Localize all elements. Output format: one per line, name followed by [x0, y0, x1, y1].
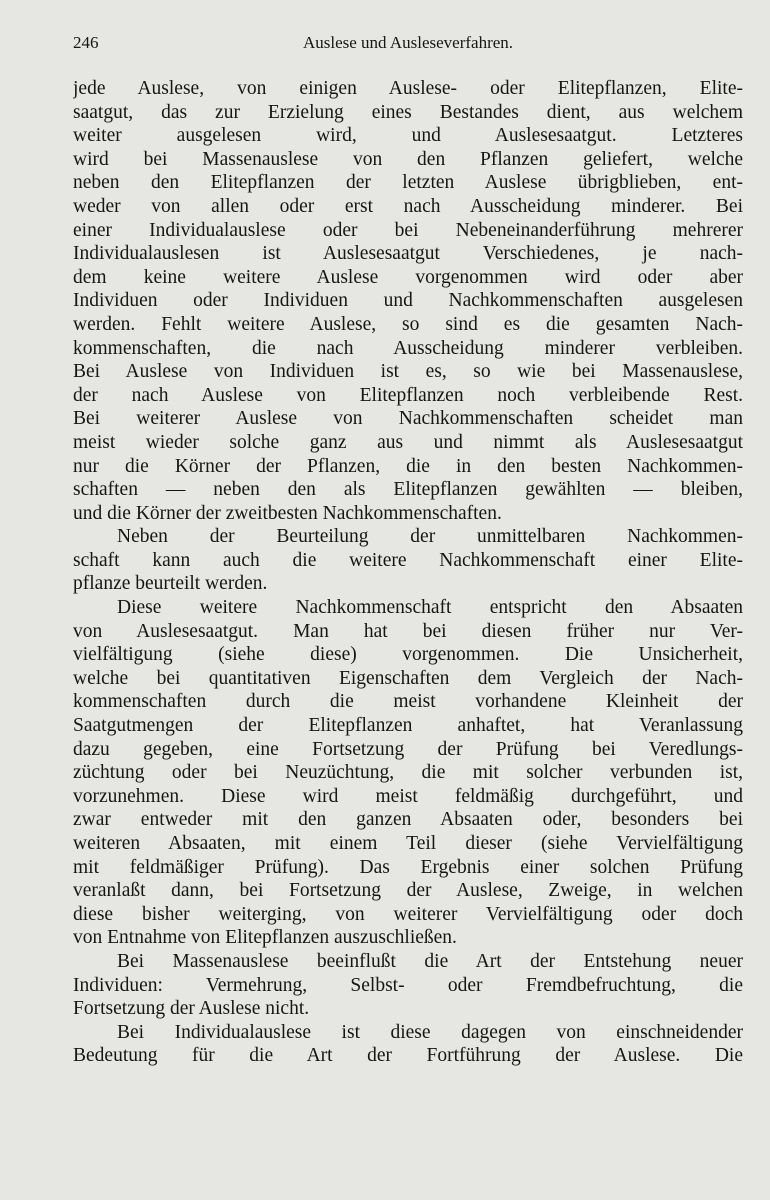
- text-line: einer Individualauslese oder bei Nebeneinanderführung mehrerer: [73, 219, 743, 241]
- text-line: wird bei Massenauslese von den Pflanzen geliefert, welche: [73, 148, 743, 170]
- text-line: weiter ausgelesen wird, und Auslesesaatgut. Letzteres: [73, 125, 743, 147]
- text-line: dem keine weitere Auslese vorgenommen wird oder aber: [73, 266, 743, 288]
- text-line: kommenschaften, die nach Ausscheidung minderer verbleiben.: [73, 337, 743, 359]
- text-line: züchtung oder bei Neuzüchtung, die mit solcher verbunden ist,: [73, 762, 743, 784]
- text-line: und die Körner der zweitbesten Nachkommenschaften.: [73, 502, 502, 524]
- text-line: schaften — neben den als Elitepflanzen gewählten — bleiben,: [73, 479, 743, 501]
- text-line: jede Auslese, von einigen Auslese- oder Elitepflanzen, Elite-: [73, 78, 743, 99]
- text-line: Bedeutung für die Art der Fortführung der Auslese. Die: [73, 1045, 743, 1067]
- body-text: [73, 77, 743, 1068]
- text-line: neben den Elitepflanzen der letzten Auslese übrigblieben, ent-: [73, 172, 743, 194]
- text-line: Individualauslesen ist Auslesesaatgut Verschiedenes, je nach-: [73, 243, 743, 265]
- text-line: diese bisher weiterging, von weiterer Vervielfältigung oder doch: [73, 903, 743, 925]
- text-line: kommenschaften durch die meist vorhandene Kleinheit der: [73, 691, 743, 713]
- text-line: Bei weiterer Auslese von Nachkommenschaften scheidet man: [73, 408, 743, 430]
- text-line: von Entnahme von Elitepflanzen auszuschließen.: [73, 927, 457, 949]
- page-number: 246: [73, 33, 99, 52]
- text-line: Fortsetzung der Auslese nicht.: [73, 998, 310, 1020]
- text-line: Bei Massenauslese beeinflußt die Art der Entstehung neuer: [117, 950, 743, 972]
- text-line: mit feldmäßiger Prüfung). Das Ergebnis einer solchen Prüfung: [73, 856, 743, 878]
- text-line: der nach Auslese von Elitepflanzen noch verbleibende Rest.: [73, 384, 743, 406]
- text-line: Individuen oder Individuen und Nachkommenschaften ausgelesen: [73, 290, 743, 312]
- text-line: nur die Körner der Pflanzen, die in den besten Nachkommen-: [73, 455, 743, 477]
- text-line: meist wieder solche ganz aus und nimmt als Auslesesaatgut: [73, 431, 743, 453]
- text-line: von Auslesesaatgut. Man hat bei diesen früher nur Ver-: [73, 620, 743, 642]
- text-line: vorzunehmen. Diese wird meist feldmäßig durchgeführt, und: [73, 785, 743, 807]
- text-line: Neben der Beurteilung der unmittelbaren Nachkommen-: [117, 526, 743, 548]
- text-line: Diese weitere Nachkommenschaft entspricht den Absaaten: [117, 597, 743, 619]
- page-header: [73, 33, 743, 59]
- text-line: vielfältigung (siehe diese) vorgenommen. Die Unsicherheit,: [73, 644, 743, 666]
- text-line: weder von allen oder erst nach Ausscheidung minderer. Bei: [73, 195, 743, 217]
- text-line: veranlaßt dann, bei Fortsetzung der Auslese, Zweige, in welchen: [73, 880, 743, 902]
- text-line: Individuen: Vermehrung, Selbst- oder Fremdbefruchtung, die: [73, 974, 743, 996]
- text-line: saatgut, das zur Erzielung eines Bestandes dient, aus welchem: [73, 101, 743, 123]
- text-line: Bei Individualauslese ist diese dagegen von einschneidender: [117, 1021, 743, 1043]
- text-line: welche bei quantitativen Eigenschaften dem Vergleich der Nach-: [73, 667, 743, 689]
- running-title: Auslese und Ausleseverfahren.: [302, 33, 514, 52]
- text-line: Bei Auslese von Individuen ist es, so wie bei Massenauslese,: [73, 361, 743, 383]
- text-line: Saatgutmengen der Elitepflanzen anhaftet, hat Veranlassung: [73, 715, 743, 737]
- text-line: schaft kann auch die weitere Nachkommenschaft einer Elite-: [73, 549, 743, 571]
- text-line: werden. Fehlt weitere Auslese, so sind es die gesamten Nach-: [73, 313, 743, 335]
- text-line: zwar entweder mit den ganzen Absaaten oder, besonders bei: [73, 809, 743, 831]
- text-line: pflanze beurteilt werden.: [73, 573, 268, 595]
- text-line: dazu gegeben, eine Fortsetzung der Prüfung bei Veredlungs-: [73, 738, 743, 760]
- text-line: weiteren Absaaten, mit einem Teil dieser (siehe Vervielfältigung: [73, 833, 743, 854]
